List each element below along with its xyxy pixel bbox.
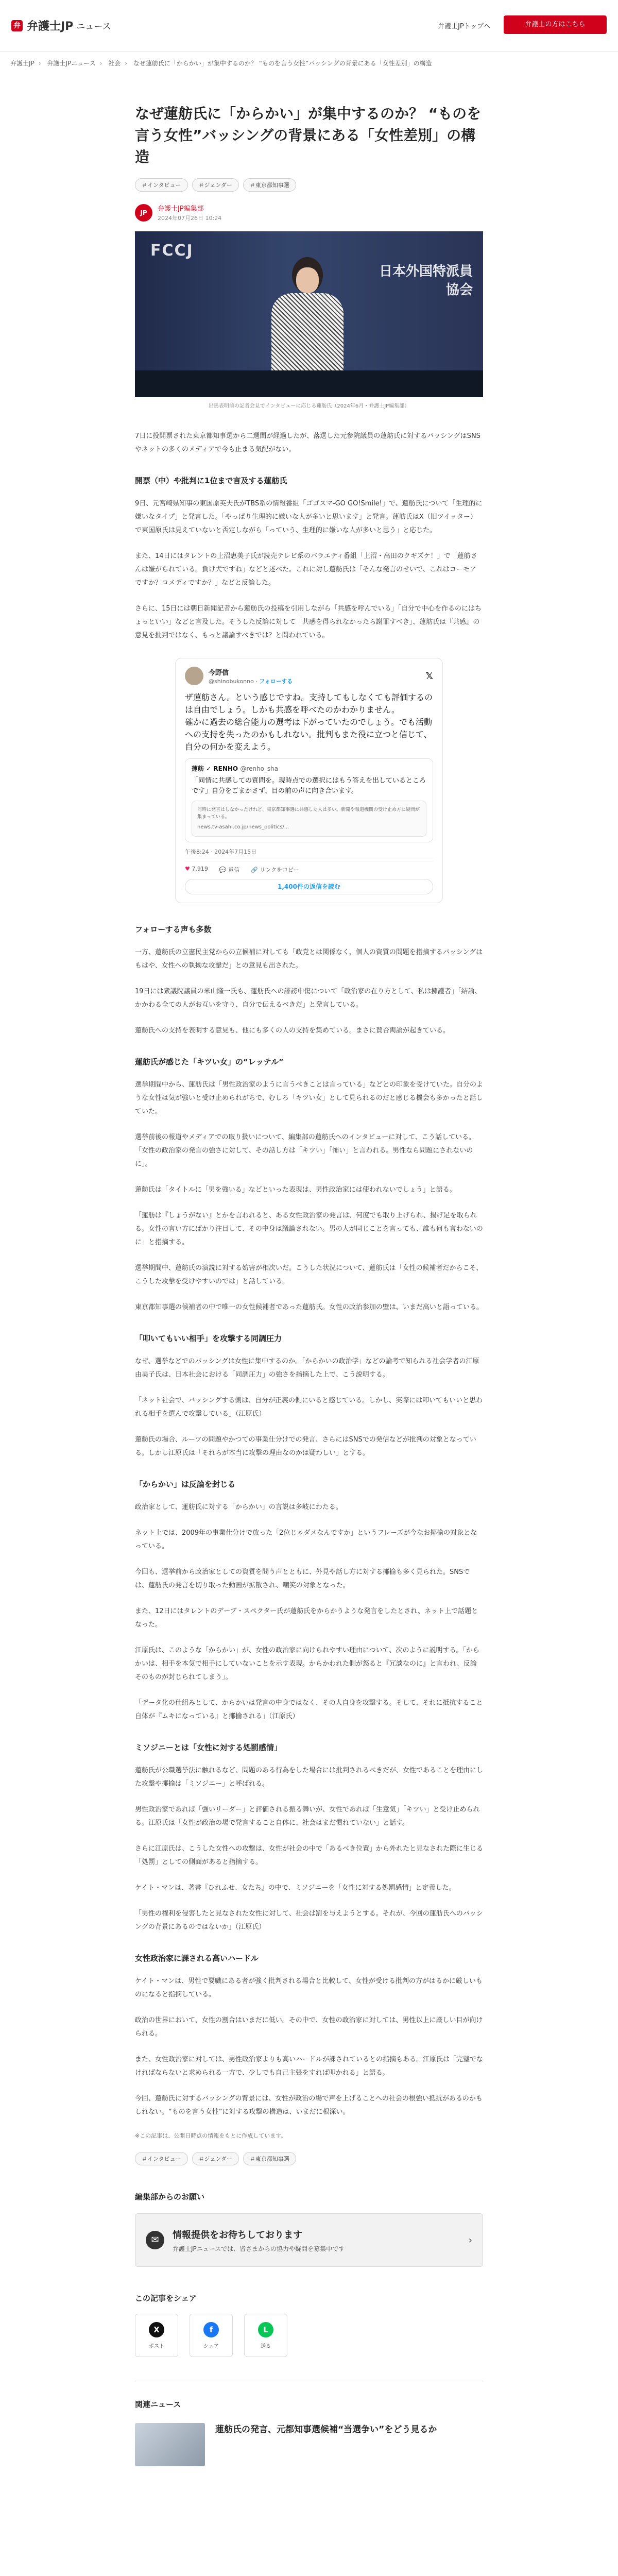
breadcrumb-news[interactable]: 弁護士JPニュース <box>47 60 96 67</box>
paragraph: 政治の世界において、女性の割合はいまだに低い。その中で、女性の政治家に対しては、男性以上に厳しい目が向けられる。 <box>135 2016 483 2038</box>
section-heading: 「叩いてもいい相手」を攻撃する同調圧力 <box>135 1334 282 1343</box>
author-name[interactable]: 弁護士JP編集部 <box>158 205 204 213</box>
paragraph: 蓮舫氏の場合、ルーツの問題やかつての事業仕分けでの発言、さらにはSNSでの発信などが批判の対象となっている。しかし江原氏は「それらが本当に攻撃の理由なのかは疑わしい」とする。 <box>135 1436 476 1457</box>
article-tags-bottom <box>135 2152 483 2165</box>
related-news-heading: 関連ニュース <box>135 2400 181 2409</box>
link-card[interactable] <box>192 801 426 837</box>
paragraph: 「男性の権利を侵害したと見なされた女性に対して、社会は罰を与えようとする。それが、今回の蓮舫氏へのバッシングの背景にあるのではないか」（江原氏） <box>135 1910 483 1931</box>
paragraph: 蓮舫氏が公職選挙法に触れるなど、問題のある行為をした場合には批判されるべきだが、女性であることを理由にした攻撃や揶揄は「ミソジニー」と呼ばれる。 <box>135 1767 484 1788</box>
related-news-thumbnail <box>135 2423 205 2466</box>
share-facebook-button[interactable] <box>190 2314 233 2357</box>
tag-tokyo-election[interactable]: ＃東京都知事選 <box>243 2152 296 2165</box>
author-avatar: JP <box>135 204 152 222</box>
paragraph: 選挙前後の報道やメディアでの取り扱いについて、編集部の蓮舫氏へのインタビューに対して、こう話している。「女性の政治家の発言の強さに対して、その話し方は「キツい」「怖い」と言われる。男性なら問題にされないのに」。 <box>135 1133 476 1168</box>
x-logo-icon[interactable]: 𝕏 <box>425 670 433 682</box>
quoted-tweet-text: 「同情に共感しての質問を。現時点での選択にはもう答えを出しているところです」自分をごまかさず、目の前の声に向き合います。 <box>192 777 426 795</box>
facebook-icon: f <box>203 2322 219 2337</box>
link-card-text: 同時に発言はしなかったけれど、東京都知事選に共感した人は多い。新聞や報道機関の受け止め方に疑問が集まっている。 <box>197 807 420 820</box>
paragraph: ネット上では、2009年の事業仕分けで放った「2位じゃダメなんですか」というフレーズが今なお揶揄の対象となっている。 <box>135 1529 477 1550</box>
section-heading: ミソジニーとは「女性に対する処罰感情」 <box>135 1743 282 1752</box>
quoted-author-handle: @renho_sha <box>240 765 279 772</box>
article-main <box>135 103 483 2466</box>
paragraph: 一方、蓮舫氏の立憲民主党からの立候補に対しても「政党とは関係なく、個人の資質の問題を指摘するパッシングはもはや、女性への執拗な攻撃だ」との意見も出された。 <box>135 948 483 970</box>
paragraph: 「ネット社会で、バッシングする側は、自分が正義の側にいると感じている。しかし、実際には叩いてもいいと思われる相手を選んで攻撃している」（江原氏） <box>135 1397 483 1418</box>
line-icon: L <box>258 2322 273 2337</box>
article-body <box>135 430 483 2119</box>
related-news-item[interactable] <box>135 2423 483 2466</box>
share-buttons <box>135 2314 483 2357</box>
logo-subtext: ニュース <box>76 22 111 32</box>
tweet-follow-button[interactable]: フォローする <box>259 677 293 685</box>
quoted-tweet[interactable] <box>185 758 433 842</box>
paragraph: 男性政治家であれば「強いリーダー」と評価される振る舞いが、女性であれば「生意気」「キツい」と受け止められる。江原氏は「女性が政治の場で発言すること自体に、社会はまだ慣れていない」と話す。 <box>135 1806 480 1827</box>
tag-gender[interactable]: ＃ジェンダー <box>192 178 239 192</box>
like-button[interactable] <box>185 866 208 874</box>
paragraph: 「蓮舫は『しょうがない』とかを言われると、ある女性政治家の発言は、何度でも取り上げられ、揚げ足を取られる。女性の言い方にばかり注目して、その中身は議論されない。男の人が同じことを言っても、誰も何も言わないのに」と指摘する。 <box>135 1212 483 1246</box>
tag-gender[interactable]: ＃ジェンダー <box>192 2152 239 2165</box>
tweet-text: ザ蓮舫さん。という感じですね。支持してもしなくても評価するのは自由でしょう。しかも共感を呼べたのかわかりません。 確かに過去の総合能力の選考は下がっていたのでしょう。でも活動への支持を失ったのかもしれない。批判もまた役に立つと信じて、自分の何かを変えよう。 <box>185 692 433 752</box>
paragraph: さらに江原氏は、こうした女性への攻撃は、女性が社会の中で「あるべき位置」から外れたと見なされた際に生じる「処罰」としての側面があると指摘する。 <box>135 1845 484 1866</box>
hero-backdrop-text-right: 日本外国特派員協会 <box>379 264 473 298</box>
share-facebook-label: シェア <box>203 2343 219 2349</box>
paragraph: 今回も、選挙前から政治家としての資質を問う声とともに、外見や話し方に対する揶揄も多く見られた。SNSでは、蓮舫氏の発言を切り取った動画が拡散され、嘲笑の対象となった。 <box>135 1568 470 1589</box>
tweet-author-handle: @shinobukonno <box>209 677 254 685</box>
paragraph: 政治家として、蓮舫氏に対する「からかい」の言説は多岐にわたる。 <box>135 1503 342 1511</box>
share-heading: この記事をシェア <box>135 2294 197 2303</box>
site-logo[interactable] <box>11 18 111 33</box>
paragraph: 19日には衆議院議員の米山隆一氏も、蓮舫氏への誹謗中傷について「政治家の在り方として、私は擁護者」「結論、かかわる全ての人がお互いを守り、自分で伝えるべきだ」と発言している。 <box>135 988 482 1009</box>
paragraph: また、12日にはタレントのデーブ・スペクター氏が蓮舫氏をからかうような発言をしたとされ、ネット上で話題となった。 <box>135 1607 478 1629</box>
paragraph: 東京都知事選の候補者の中で唯一の女性候補者であった蓮舫氏。女性の政治参加の壁は、いまだ高いと語っている。 <box>135 1303 483 1311</box>
related-news-title: 蓮舫氏の発言、元都知事選候補“当選争い”をどう見るか <box>215 2425 437 2435</box>
tweet-author-name[interactable]: 今野信 <box>209 669 229 677</box>
hero-image <box>135 231 483 397</box>
copy-link-label: リンクをコピー <box>260 867 299 873</box>
breadcrumb-category[interactable]: 社会 <box>108 60 121 67</box>
paragraph: 選挙期間中、蓮舫氏の演説に対する妨害が相次いだ。こうした状況について、蓮舫氏は「女性の候補者だからこそ、こうした攻撃を受けやすいのでは」と話している。 <box>135 1264 483 1285</box>
site-header <box>0 0 618 52</box>
reply-label: 返信 <box>228 867 240 873</box>
publish-date: 2024年07月26日 10:24 <box>158 215 222 222</box>
section-heading: フォローする声も多数 <box>135 925 212 934</box>
tweet-timestamp[interactable]: 午後8:24 · 2024年7月15日 <box>185 849 257 855</box>
hero-backdrop-text-left: FCCJ <box>150 242 194 260</box>
section-heading: 蓮舫氏が感じた「キツい女」の“レッテル” <box>135 1057 284 1066</box>
copy-link-button[interactable] <box>251 866 299 874</box>
paragraph: さらに、15日には朝日新聞記者から蓮舫氏の投稿を引用しながら「共感を呼んでいる」「自分で中心を作るのにはちょっといい」などと言及した。そうした反論に対して「共感を得られなかったら謝罪すべき」、蓮舫氏は『共感』の意見を批判ではなく、もっと議論すべきでは？と問われている。 <box>135 605 482 639</box>
paragraph: 7日に投開票された東京都知事選から二週間が経過したが、落選した元参院議員の蓮舫氏に対するバッシングはSNSやネットの多くのメディアで今も止まる気配がない。 <box>135 432 480 453</box>
share-line-button[interactable] <box>244 2314 287 2357</box>
tip-submission-banner[interactable] <box>135 2213 483 2267</box>
x-icon: X <box>149 2322 164 2337</box>
heart-icon: ♥ <box>185 866 190 872</box>
top-page-link[interactable]: 弁護士JPトップへ <box>438 23 491 30</box>
lawyer-cta-button[interactable]: 弁護士の方はこちら <box>504 15 607 34</box>
breadcrumb-separator-icon: › <box>125 60 128 67</box>
embedded-tweet[interactable]: 今野信 @shinobukonno · フォローする 𝕏 ザ蓮舫さん。という感じですね。支持してもしなくても評価するのは自由でしょう。しかも共感を呼べたのかわかりません。 確かに過去の総合能力の選考は下がっていたのでしょう。でも活動への支持を失ったのかもしれない。批判もまた役に立つと信じて、自分の何かを変えよう。 蓮舫 ✓ RENHO @renho_sha 「同情に共感しての質問を。現時点での選択にはもう答えを出しているところです」自分をごまかさず、目の前の声に向き合います。 同時に発言はしなかったけれど、東京都知事選に共感した人は多い。新聞や報道機関の受け止め方に疑問が集まっている。 news.tv-asahi.co.jp/news_politics/... 午後8:24 · 2024年7月15日 ♥ 7,919 💬 返信 🔗 リンクをコピー 1,400件の返信を読む <box>175 658 443 903</box>
tweet-avatar <box>185 667 203 685</box>
paragraph: 江原氏は、このような「からかい」が、女性の政治家に向けられやすい理由について、次のように説明する。「からかいは、相手を本気で相手にしていないことを示す表現。からかわれた側が怒ると『冗談なのに』と言われ、反論そのものが封じられてしまう」。 <box>135 1647 479 1681</box>
press-table <box>135 370 483 397</box>
hero-caption: 出馬表明前の記者会見でインタビューに応じる蓮舫氏（2024年6月・弁護士JP編集部） <box>208 403 410 409</box>
paragraph: 蓮舫氏は「タイトルに「男を強いる」などといった表現は、男性政治家には使われないでしょう」と語る。 <box>135 1186 456 1194</box>
section-heading: 「からかい」は反論を封じる <box>135 1480 236 1489</box>
tip-banner-description: 弁護士JPニュースでは、皆さまからの協力や疑問を募集中です <box>173 2245 345 2252</box>
breadcrumb <box>10 59 608 67</box>
logo-mark-icon: 弁 <box>11 20 23 31</box>
paragraph: また、14日にはタレントの上沼恵美子氏が読売テレビ系のバラエティ番組「上沼・高田のクギズケ！」で「蓮舫さんは嫌がられている。負け犬ですね」などと述べた。これに対し蓮舫氏は「そんな発言のせいで、これはコーモアですか？コメディですか？」などと反論した。 <box>135 552 477 587</box>
breadcrumb-separator-icon: › <box>38 60 41 67</box>
quoted-author-name: 蓮舫 ✓ RENHO <box>192 765 238 772</box>
paragraph: ケイト・マンは、著書『ひれふせ、女たち』の中で、ミソジニーを「女性に対する処罰感情」と定義した。 <box>135 1884 456 1892</box>
paragraph: また、女性政治家に対しては、男性政治家よりも高いハードルが課されているとの指摘もある。江原氏は「完璧でなければならないと求められる一方で、少しでも自己主張をすれば叩かれる」と語る。 <box>135 2056 484 2077</box>
paragraph: 蓮舫氏への支持を表明する意見も、他にも多くの人の支持を集めている。まさに賛否両論が起きている。 <box>135 1027 450 1035</box>
share-x-button[interactable] <box>135 2314 178 2357</box>
article-note: ※この記事は、公開日時点の情報をもとに作成しています。 <box>135 2132 287 2139</box>
tweet-actions <box>185 861 433 874</box>
editor-request-heading: 編集部からのお願い <box>135 2192 205 2201</box>
section-heading: 開票（中）や批判に1位まで言及する蓮舫氏 <box>135 476 287 485</box>
breadcrumb-home[interactable]: 弁護士JP <box>10 60 35 67</box>
author-block <box>135 203 483 222</box>
tag-tokyo-election[interactable]: ＃東京都知事選 <box>243 178 296 192</box>
link-icon: 🔗 <box>251 867 258 873</box>
breadcrumb-current: なぜ蓮舫氏に「からかい」が集中するのか？ “ものを言う女性”バッシングの背景にある「女性差別」の構造 <box>133 60 432 67</box>
tag-interview[interactable]: ＃インタビュー <box>135 2152 188 2165</box>
paragraph: なぜ、選挙などでのバッシングは女性に集中するのか。「からかいの政治学」などの論考で知られる社会学者の江原由美子氏は、日本社会における「同調圧力」の強さを指摘した上で、こう説明する。 <box>135 1358 479 1379</box>
chevron-right-icon: › <box>468 2234 472 2246</box>
tip-banner-title: 情報提供をお待ちしております <box>173 2229 302 2241</box>
breadcrumb-separator-icon: › <box>99 60 102 67</box>
like-count: 7,919 <box>192 866 208 872</box>
article-tags <box>135 178 483 192</box>
logo-text: 弁護士JP <box>27 20 74 33</box>
read-replies-button[interactable]: 1,400件の返信を読む <box>185 879 433 894</box>
paragraph: 選挙期間中から、蓮舫氏は「男性政治家のように言うべきことは言っている」などとの印象を受けていた。自分のような女性は気が強いと受け止められがちで、むしろ「キツい女」として見られるのだと感じる機会も多かったと話していた。 <box>135 1081 484 1115</box>
paragraph: 「データ化の仕組みとして、からかいは発言の中身ではなく、その人自身を攻撃する。そして、それに抵抗すること自体が『ムキになっている』と揶揄される」（江原氏） <box>135 1699 483 1720</box>
reply-icon: 💬 <box>219 867 227 873</box>
paragraph: 9日、元宮崎県知事の東国原英夫氏がTBS系の情報番組「ゴゴスマ-GO GO!Smile!」で、蓮舫氏について「生理的に嫌いなタイプ」と発言した。「やっぱり生理的に嫌いな人が多いと思います」と発言。蓮舫氏はX（旧ツイッター）で東国原氏は見えていないと否定しながら「っていう、生理的に嫌いな人が多いと思う」と応じた。 <box>135 500 483 534</box>
reply-button[interactable] <box>219 866 239 874</box>
paragraph: ケイト・マンは、男性で要職にある者が強く批判される場合と比較して、女性が受ける批判の方がはるかに厳しいものになると指摘している。 <box>135 1977 483 1998</box>
tag-interview[interactable]: ＃インタビュー <box>135 178 188 192</box>
share-line-label: 送る <box>261 2343 271 2349</box>
article-title: なぜ蓮舫氏に「からかい」が集中するのか？ “ものを言う女性”バッシングの背景にある「女性差別」の構造 <box>135 105 482 165</box>
mail-icon: ✉ <box>146 2231 164 2249</box>
section-heading: 女性政治家に課される高いハードル <box>135 1954 259 1963</box>
link-card-url: news.tv-asahi.co.jp/news_politics/... <box>197 824 289 830</box>
paragraph: 今回、蓮舫氏に対するバッシングの背景には、女性が政治の場で声を上げることへの社会の根強い抵抗があるのかもしれない。“ものを言う女性”に対する攻撃の構造は、いまだに根深い。 <box>135 2095 483 2116</box>
share-x-label: ポスト <box>149 2343 164 2349</box>
